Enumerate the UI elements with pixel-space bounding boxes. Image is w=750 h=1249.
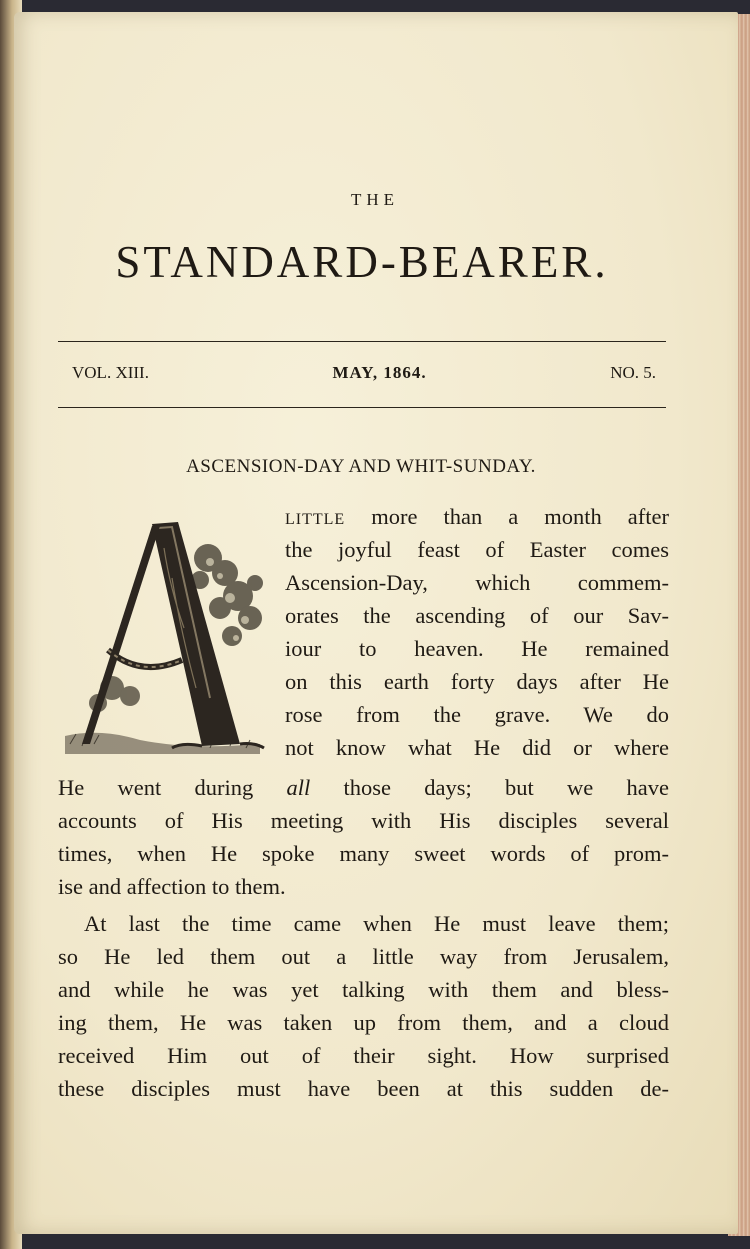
paragraph-1-narrow xyxy=(285,500,669,764)
text-line: ise and affection to them. xyxy=(58,874,286,899)
lead-word: little xyxy=(285,504,346,529)
text-line: so He led them out a little way from Jerusalem, xyxy=(58,944,669,969)
issue-number: NO. 5. xyxy=(610,363,656,382)
text-line: not know what He did or where xyxy=(285,735,669,760)
volume-label: VOL. XIII. xyxy=(72,363,149,382)
issue-date: MAY, 1864. xyxy=(332,363,427,382)
text-line: these disciples must have been at this sudden de- xyxy=(58,1076,669,1101)
text-line: accounts of His meeting with His disciples several xyxy=(58,808,669,833)
masthead-title: STANDARD-BEARER. xyxy=(115,237,609,287)
drop-cap-illustration xyxy=(60,518,275,758)
text-line: He went during all those days; but we have xyxy=(58,775,670,800)
text-line: the joyful feast of Easter comes xyxy=(285,537,669,562)
text-line: At last the time came when He must leave them; xyxy=(84,911,669,936)
text-line: on this earth forty days after He xyxy=(285,669,669,694)
masthead-rule-top xyxy=(58,341,666,342)
text-line: and while he was yet talking with them and bless- xyxy=(58,977,669,1002)
paragraph-2 xyxy=(58,907,669,1105)
text-line: rose from the grave. We do xyxy=(285,702,669,727)
italic-word: all xyxy=(286,775,311,800)
paragraph-1-wide xyxy=(58,771,669,903)
illustrated-drop-cap-a xyxy=(60,518,275,758)
text-line: Ascension-Day, which commem- xyxy=(285,570,669,595)
article-title: ASCENSION-DAY AND WHIT-SUNDAY. xyxy=(186,456,536,477)
text-line: little more than a month after xyxy=(285,504,669,529)
text-line: times, when He spoke many sweet words of prom- xyxy=(58,841,669,866)
text-line: received Him out of their sight. How surprised xyxy=(58,1043,669,1068)
text-line: orates the ascending of our Sav- xyxy=(285,603,669,628)
text-line: ing them, He was taken up from them, and a cloud xyxy=(58,1010,669,1035)
issue-line xyxy=(72,363,656,383)
text-line: iour to heaven. He remained xyxy=(285,636,669,661)
masthead-the: THE xyxy=(350,190,400,209)
masthead-rule-bottom xyxy=(58,407,666,408)
